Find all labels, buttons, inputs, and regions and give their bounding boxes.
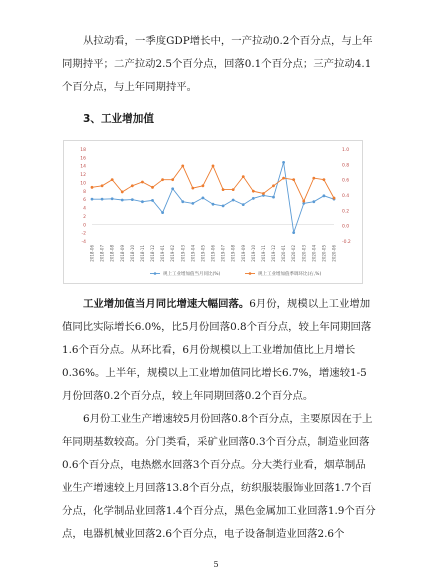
x-axis-tick-label: 2019-02 [170,245,176,262]
x-axis-tick-label: 2019-10 [250,245,256,262]
paragraph-industrial-value-added [62,293,376,408]
series-line-2 [92,166,334,201]
series-1-point [91,198,94,201]
series-2-point [282,177,285,180]
series-1-point [232,199,235,202]
series-2-point [91,186,94,189]
x-axis-tick-label: 2019-01 [160,245,166,262]
x-axis-tick-label: 2019-07 [220,245,226,262]
series-2-point [242,175,245,178]
series-1-point [323,194,326,197]
series-1-point [161,211,164,214]
series-1-point [282,161,285,164]
series-2-point [161,178,164,181]
x-axis-tick-label: 2019-05 [200,245,206,262]
series-1-point [242,203,245,206]
left-axis-tick-label: 10 [80,181,86,187]
series-1-point [292,231,295,234]
x-axis-tick-label: 2019-03 [180,245,186,262]
series-1-point [272,196,275,199]
x-axis-tick-label: 2018-09 [119,245,125,262]
right-axis-tick-label: 0.6 [342,178,350,184]
chart-svg [64,141,362,283]
series-2-point [101,184,104,187]
x-axis-tick-label: 2020-04 [311,244,317,262]
paragraph-body: 6月份，规模以上工业增加值同比实际增长6.0%，比5月份回落0.8个百分点，较上年同期回落1.6个百分点。从环比看，6月份规模以上工业增加值比上月增长0.36%。上半年，规模以上工业增加值同比增长6.7%，增速较1-5月份回落0.2个百分点，较上年同期回落0.2个百分点。 [62,298,372,402]
series-2-point [232,188,235,191]
series-1-point [121,199,124,202]
x-axis-tick-label: 2020-02 [291,245,297,262]
x-axis-tick-label: 2019-09 [240,245,246,262]
series-1-point [141,200,144,203]
x-axis-tick-label: 2020-06 [331,245,337,262]
series-2-point [131,184,134,187]
series-1-point [181,200,184,203]
legend-marker-1 [154,272,157,275]
left-axis-tick-label: 0 [83,223,86,229]
series-2-point [302,200,305,203]
x-axis-tick-label: 2018-11 [139,245,145,262]
series-1-point [212,203,215,206]
paragraph-lead: 工业增加值当月同比增速大幅回落。 [83,298,250,310]
right-axis-tick-label: 0.4 [342,194,350,199]
page-number: 5 [213,560,219,569]
right-axis-tick-label: 0.0 [342,224,350,230]
paragraph-industrial-production: 6月份工业生产增速较5月份回落0.8个百分点，主要原因在于上年同期基数较高。分门类看，采矿业回落0.3个百分点，制造业回落0.6个百分点，电热燃水回落3个百分点。分大类行业看，烟草制品业生产增速较上月回落13.8个百分点，纺织服装服饰业回落1.7个百分点，化学制品业回落1.4个百分点，黑色金属加工业回落1.9个百分点，电器机械业回落2.6个百分点，电子设备制造业回落2.6个 [62,413,376,540]
series-2-point [171,178,174,181]
series-1-point [151,199,154,202]
series-1-point [131,198,134,201]
x-axis-tick-label: 2019-12 [271,245,276,262]
x-axis-tick-label: 2018-07 [99,245,105,262]
legend-label-2: 规上工业增加值季调环比(右,%) [258,272,322,277]
x-axis-tick-label: 2018-06 [89,245,95,262]
section-heading: 3、工业增加值 [83,113,154,125]
left-axis-tick-label: 18 [80,148,86,153]
x-axis-tick-label: 2020-03 [301,245,307,262]
left-axis-tick-label: 14 [80,164,86,170]
right-axis-tick-label: -0.2 [342,240,351,245]
series-2-point [323,178,326,181]
x-axis-tick-label: 2019-11 [260,245,266,262]
left-axis-tick-label: 2 [83,214,86,220]
left-axis-tick-label: 16 [80,156,86,162]
x-axis-tick-label: 2020-01 [281,245,287,262]
right-axis-tick-label: 1.0 [342,148,350,153]
series-1-point [202,197,205,200]
series-1-point [252,197,255,200]
series-2-point [202,184,205,187]
x-axis-tick-label: 2020-05 [321,245,327,262]
paragraph-gdp-contribution: 从拉动看，一季度GDP增长中，一产拉动0.2个百分点，与上年同期持平；二产拉动2.5个百分点，回落0.1个百分点；三产拉动4.1个百分点，与上年同期持平。 [62,35,373,93]
x-axis-tick-label: 2018-10 [129,245,135,262]
series-1-point [222,204,225,207]
series-1-point [111,197,114,200]
series-2-point [191,187,194,190]
series-2-point [151,186,154,189]
series-2-point [272,184,275,187]
series-1-point [101,198,104,201]
x-axis-tick-label: 2019-06 [210,245,216,262]
x-axis-tick-label: 2018-12 [150,245,155,262]
series-2-point [111,178,114,181]
legend-label-1: 规上工业增加值当月同比(%) [163,272,221,277]
right-axis-tick-label: 0.8 [342,163,350,169]
series-1-point [171,187,174,190]
series-2-point [262,192,265,195]
left-axis-tick-label: 6 [83,198,86,204]
x-axis-tick-label: 2018-08 [109,245,115,262]
series-2-point [312,177,315,180]
series-2-point [252,190,255,193]
legend-marker-2 [249,272,252,275]
series-line-1 [92,162,334,232]
left-axis-tick-label: 4 [83,206,86,212]
industrial-value-added-chart [63,140,363,284]
series-2-point [212,164,215,167]
left-axis-tick-label: 12 [80,173,86,179]
series-1-point [312,200,315,203]
x-axis-tick-label: 2019-04 [190,245,196,262]
x-axis-tick-label: 2019-08 [230,245,236,262]
series-2-point [121,191,124,194]
left-axis-tick-label: -4 [81,240,86,245]
series-2-point [222,188,225,191]
series-2-point [333,197,336,200]
left-axis-tick-label: -2 [81,231,86,237]
series-2-point [292,178,295,181]
series-1-point [191,202,194,205]
series-2-point [181,164,184,167]
series-2-point [141,181,144,184]
left-axis-tick-label: 8 [83,189,86,195]
right-axis-tick-label: 0.2 [342,209,350,215]
